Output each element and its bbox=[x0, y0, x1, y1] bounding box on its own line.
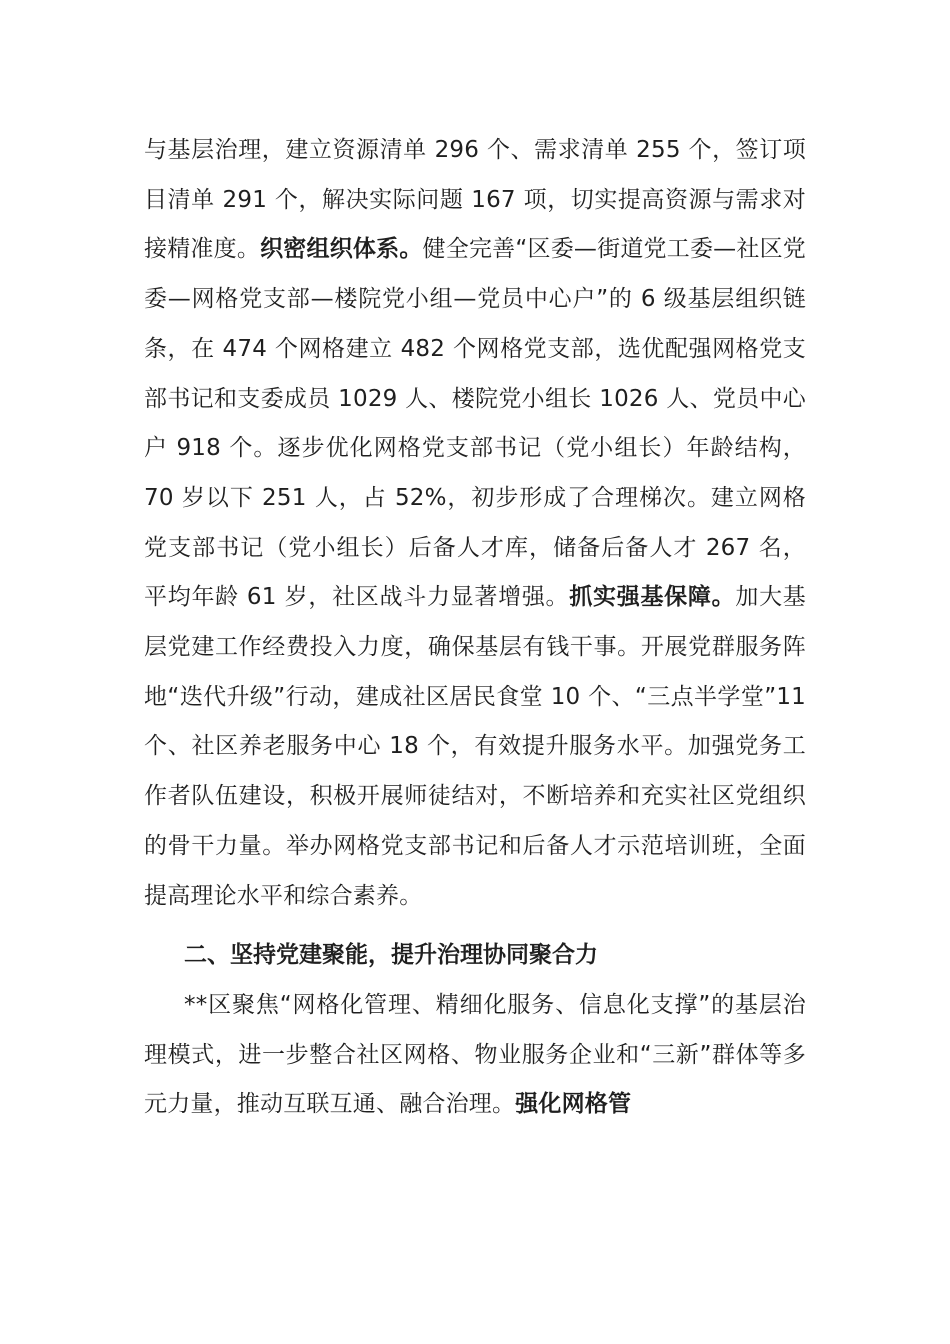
paragraph-text: 加大基层党建工作经费投入力度，确保基层有钱干事。开展党群服务阵地“迭代升级”行动，建成社区居民食堂 10 个、“三点半学堂”11 个、社区养老服务中心 18 个，有效提升服务水平。加强党务工作者队伍建设，积极开展师徒结对，不断培养和充实社区党组织的骨干力量。举办网格党支部书记和后备人才示范培训班，全面提高理论水平和综合素养。 bbox=[144, 584, 807, 909]
bold-subheading: 织密组织体系。 bbox=[260, 236, 423, 263]
bold-subheading: 强化网格管 bbox=[515, 1091, 632, 1118]
paragraph-grid-governance bbox=[144, 981, 806, 1130]
paragraph-text: 健全完善“区委—街道党工委—社区党委—网格党支部—楼院党小组—党员中心户”的 6 级基层组织链条，在 474 个网格建立 482 个网格党支部，选优配强网格党支部书记和支委成员 1029 人、楼院党小组长 1026 人、党员中心户 918 个。逐步优化网格党支部书记（党小组长）年龄结构，70 岁以下 251 人，占 52%，初步形成了合理梯次。建立网格党支部书记（党小组长）后备人才库，储备后备人才 267 名，平均年龄 61 岁，社区战斗力显著增强。 bbox=[144, 236, 806, 611]
paragraph-party-building-organization bbox=[144, 126, 806, 921]
section-heading: 二、坚持党建聚能，提升治理协同聚合力 bbox=[184, 942, 598, 969]
paragraph-text: **区聚焦“网格化管理、精细化服务、信息化支撑”的基层治理模式，进一步整合社区网格、物业服务企业和“三新”群体等多元力量，推动互联互通、融合治理。 bbox=[144, 991, 806, 1118]
paragraph-text: 与基层治理，建立资源清单 296 个、需求清单 255 个，签订项目清单 291 个，解决实际问题 167 项，切实提高资源与需求对接精准度。 bbox=[144, 137, 806, 263]
document-body bbox=[144, 126, 806, 1130]
bold-subheading: 抓实强基保障。 bbox=[569, 584, 736, 611]
